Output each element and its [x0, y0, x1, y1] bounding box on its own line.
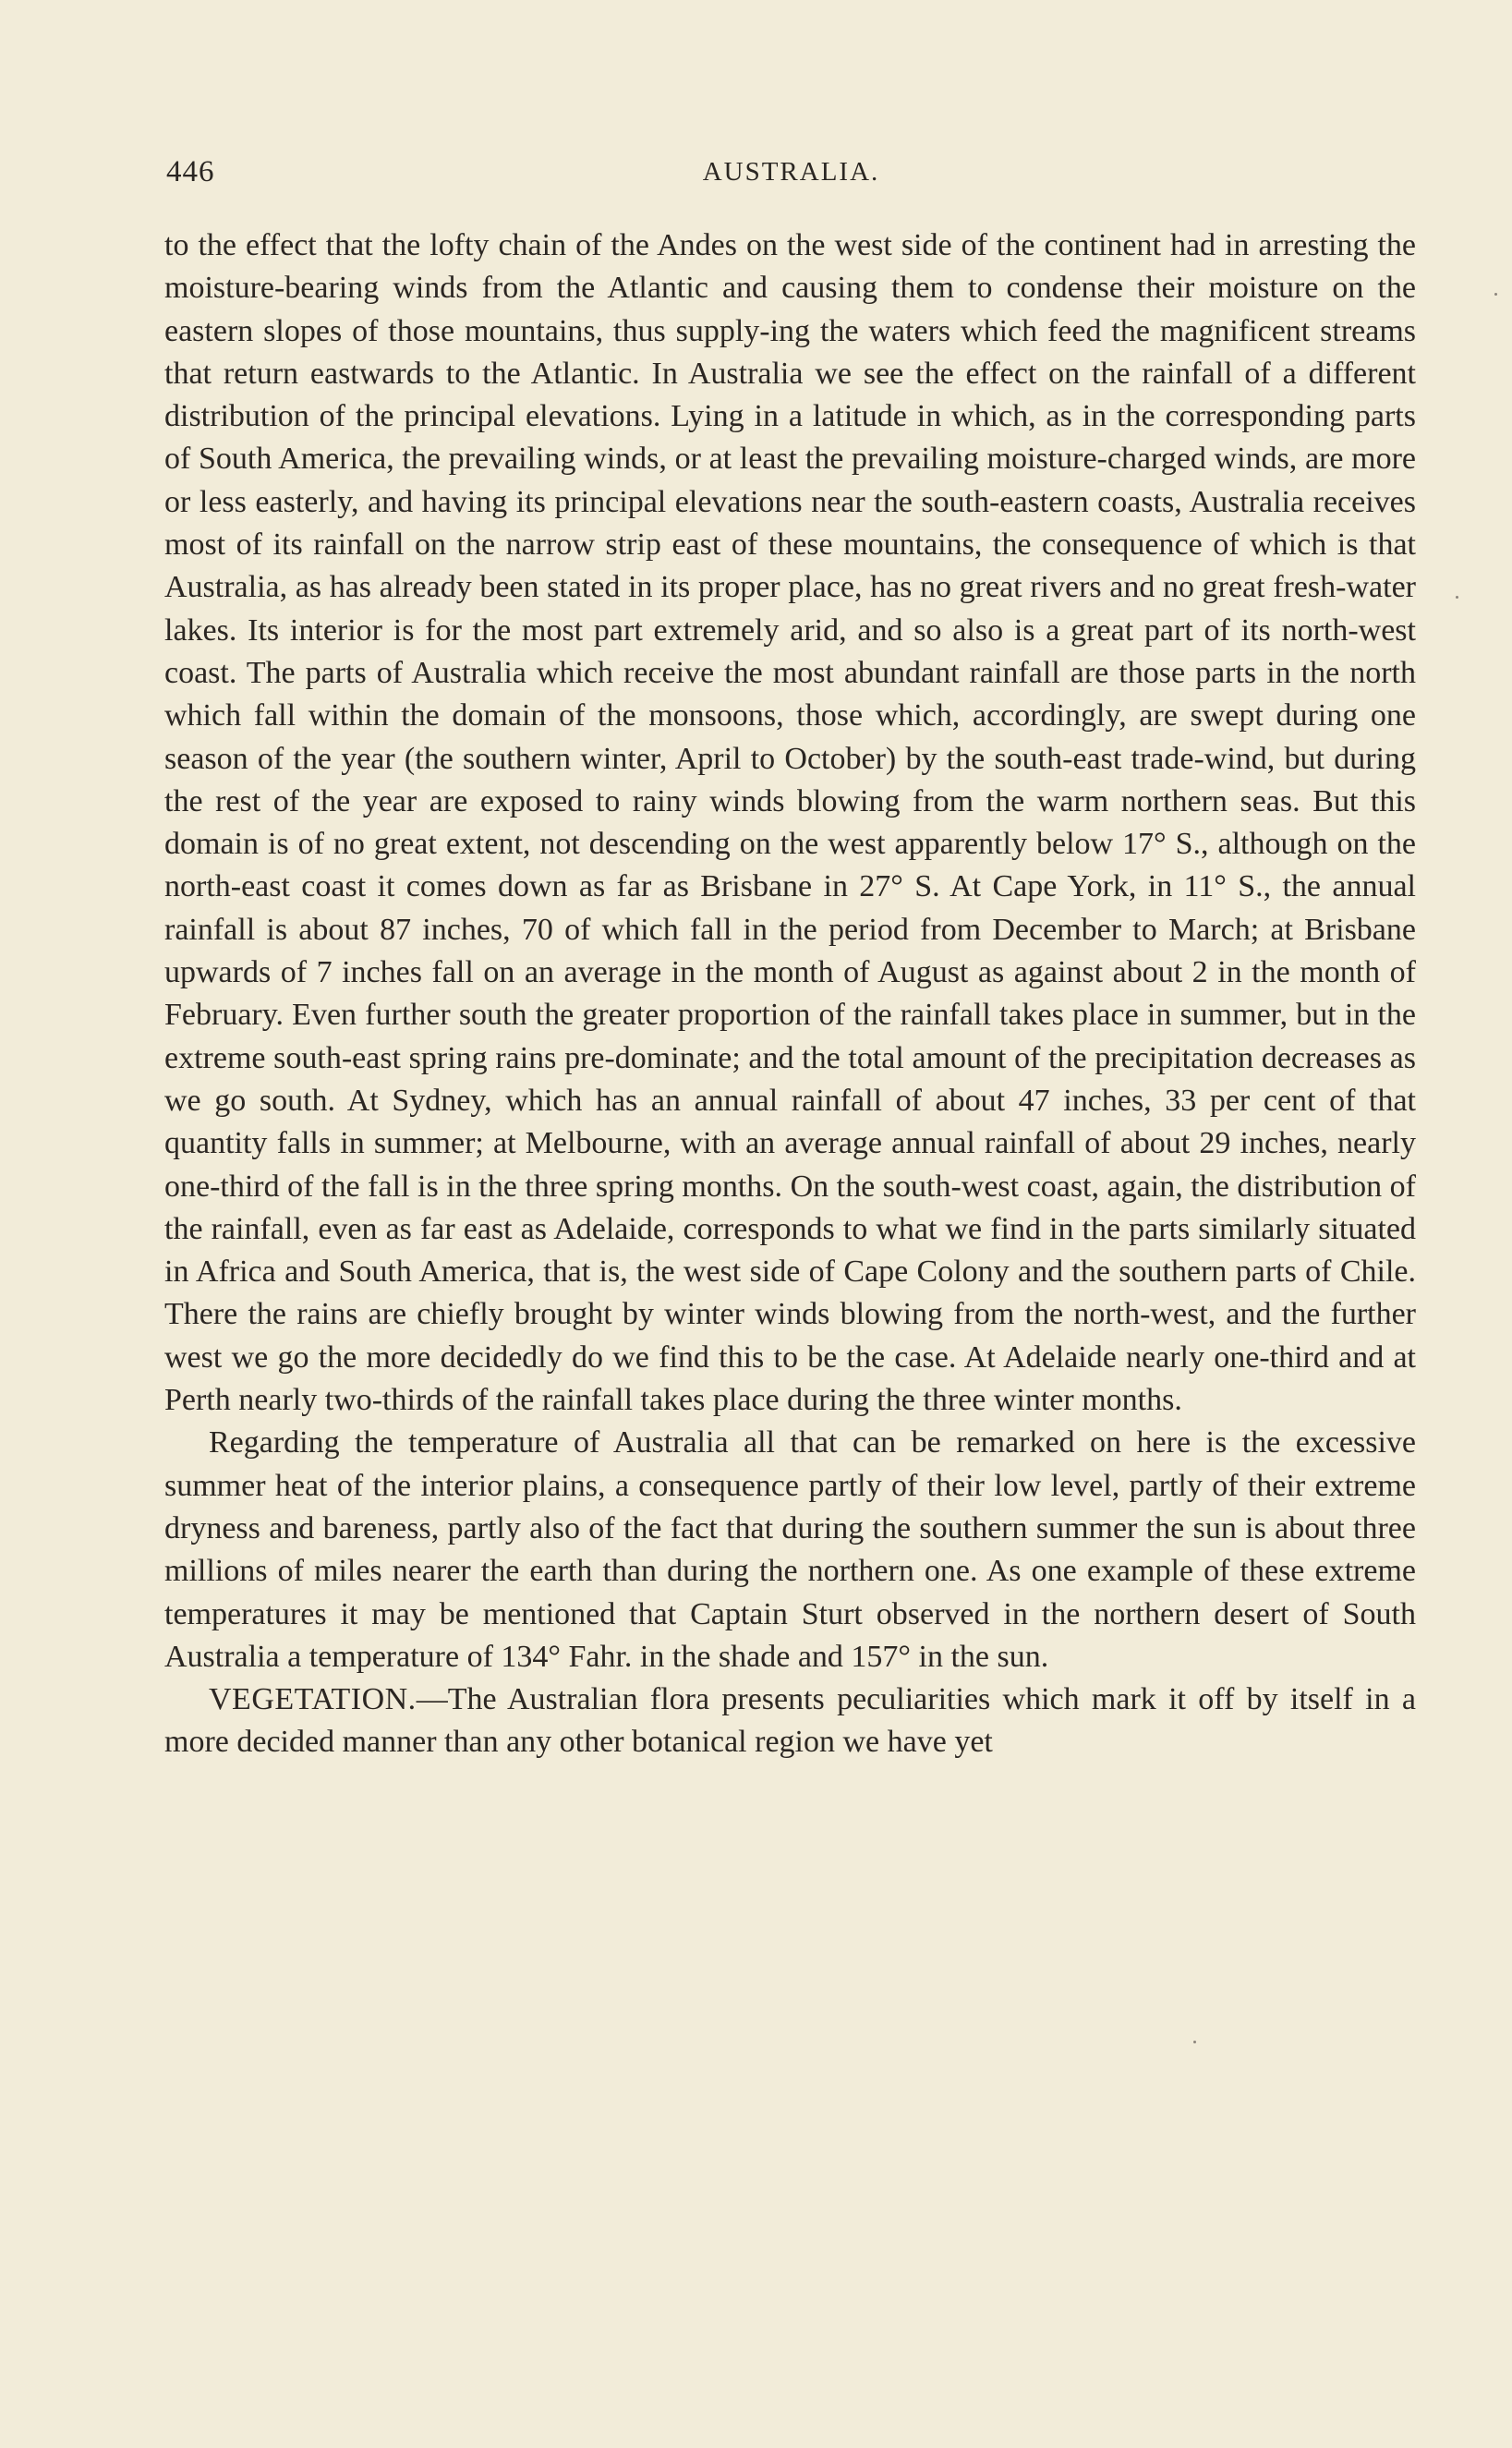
section-lead-vegetation: VEGETATION.	[209, 1682, 417, 1717]
page-header	[166, 155, 1416, 200]
running-title: AUSTRALIA.	[702, 157, 880, 187]
margin-speck	[1494, 293, 1497, 296]
margin-speck	[1193, 2041, 1196, 2043]
paragraph-vegetation	[164, 1678, 1416, 1764]
body-text	[164, 224, 1416, 1764]
paragraph-temperature: Regarding the temperature of Australia all that can be remarked on here is the excessive summer heat of the interior plains, a consequence partly of their low level, partly of their extreme dryness and bareness, partly also of the fact that during the southern summer the sun is about three millions of miles nearer the earth than during the northern one. As one example of these extreme temperatures it may be mentioned that Captain Sturt observed in the northern desert of South Australia a temperature of 134° Fahr. in the shade and 157° in the sun.	[164, 1425, 1416, 1674]
paragraph-vegetation-text: —The Australian flora presents peculiarities which mark it off by itself in a more decided manner than any other botanical region we have yet	[164, 1682, 1416, 1760]
paragraph-rainfall: to the effect that the lofty chain of the Andes on the west side of the continent had in arresting the moisture-bearing winds from the Atlantic and causing them to condense their moisture on the eastern slopes of those mountains, thus supply-ing the waters which feed the magnificent streams that return eastwards to the Atlantic. In Australia we see the effect on the rainfall of a different distribution of the principal elevations. Lying in a latitude in which, as in the corresponding parts of South America, the prevailing winds, or at least the prevailing moisture-charged winds, are more or less easterly, and having its principal elevations near the south-eastern coasts, Australia receives most of its rainfall on the narrow strip east of these mountains, the consequence of which is that Australia, as has already been stated in its proper place, has no great rivers and no great fresh-water lakes. Its interior is for the most part extremely arid, and so also is a great part of its north-west coast. The parts of Australia which receive the most abundant rainfall are those parts in the north which fall within the domain of the monsoons, those which, accordingly, are swept during one season of the year (the southern winter, April to October) by the south-east trade-wind, but during the rest of the year are exposed to rainy winds blowing from the warm northern seas. But this domain is of no great extent, not descending on the west apparently below 17° S., although on the north-east coast it comes down as far as Brisbane in 27° S. At Cape York, in 11° S., the annual rainfall is about 87 inches, 70 of which fall in the period from December to March; at Brisbane upwards of 7 inches fall on an average in the month of August as against about 2 in the month of February. Even further south the greater proportion of the rainfall takes place in summer, but in the extreme south-east spring rains pre-dominate; and the total amount of the precipitation decreases as we go south. At Sydney, which has an annual rainfall of about 47 inches, 33 per cent of that quantity falls in summer; at Melbourne, with an average annual rainfall of about 29 inches, nearly one-third of the fall is in the three spring months. On the south-west coast, again, the distribution of the rainfall, even as far east as Adelaide, corresponds to what we find in the parts similarly situated in Africa and South America, that is, the west side of Cape Colony and the southern parts of Chile. There the rains are chiefly brought by winter winds blowing from the north-west, and the further west we go the more decidedly do we find this to be the case. At Adelaide nearly one-third and at Perth nearly two-thirds of the rainfall takes place during the three winter months.	[164, 228, 1416, 1418]
margin-speck	[1456, 596, 1458, 599]
page-number: 446	[166, 155, 215, 188]
